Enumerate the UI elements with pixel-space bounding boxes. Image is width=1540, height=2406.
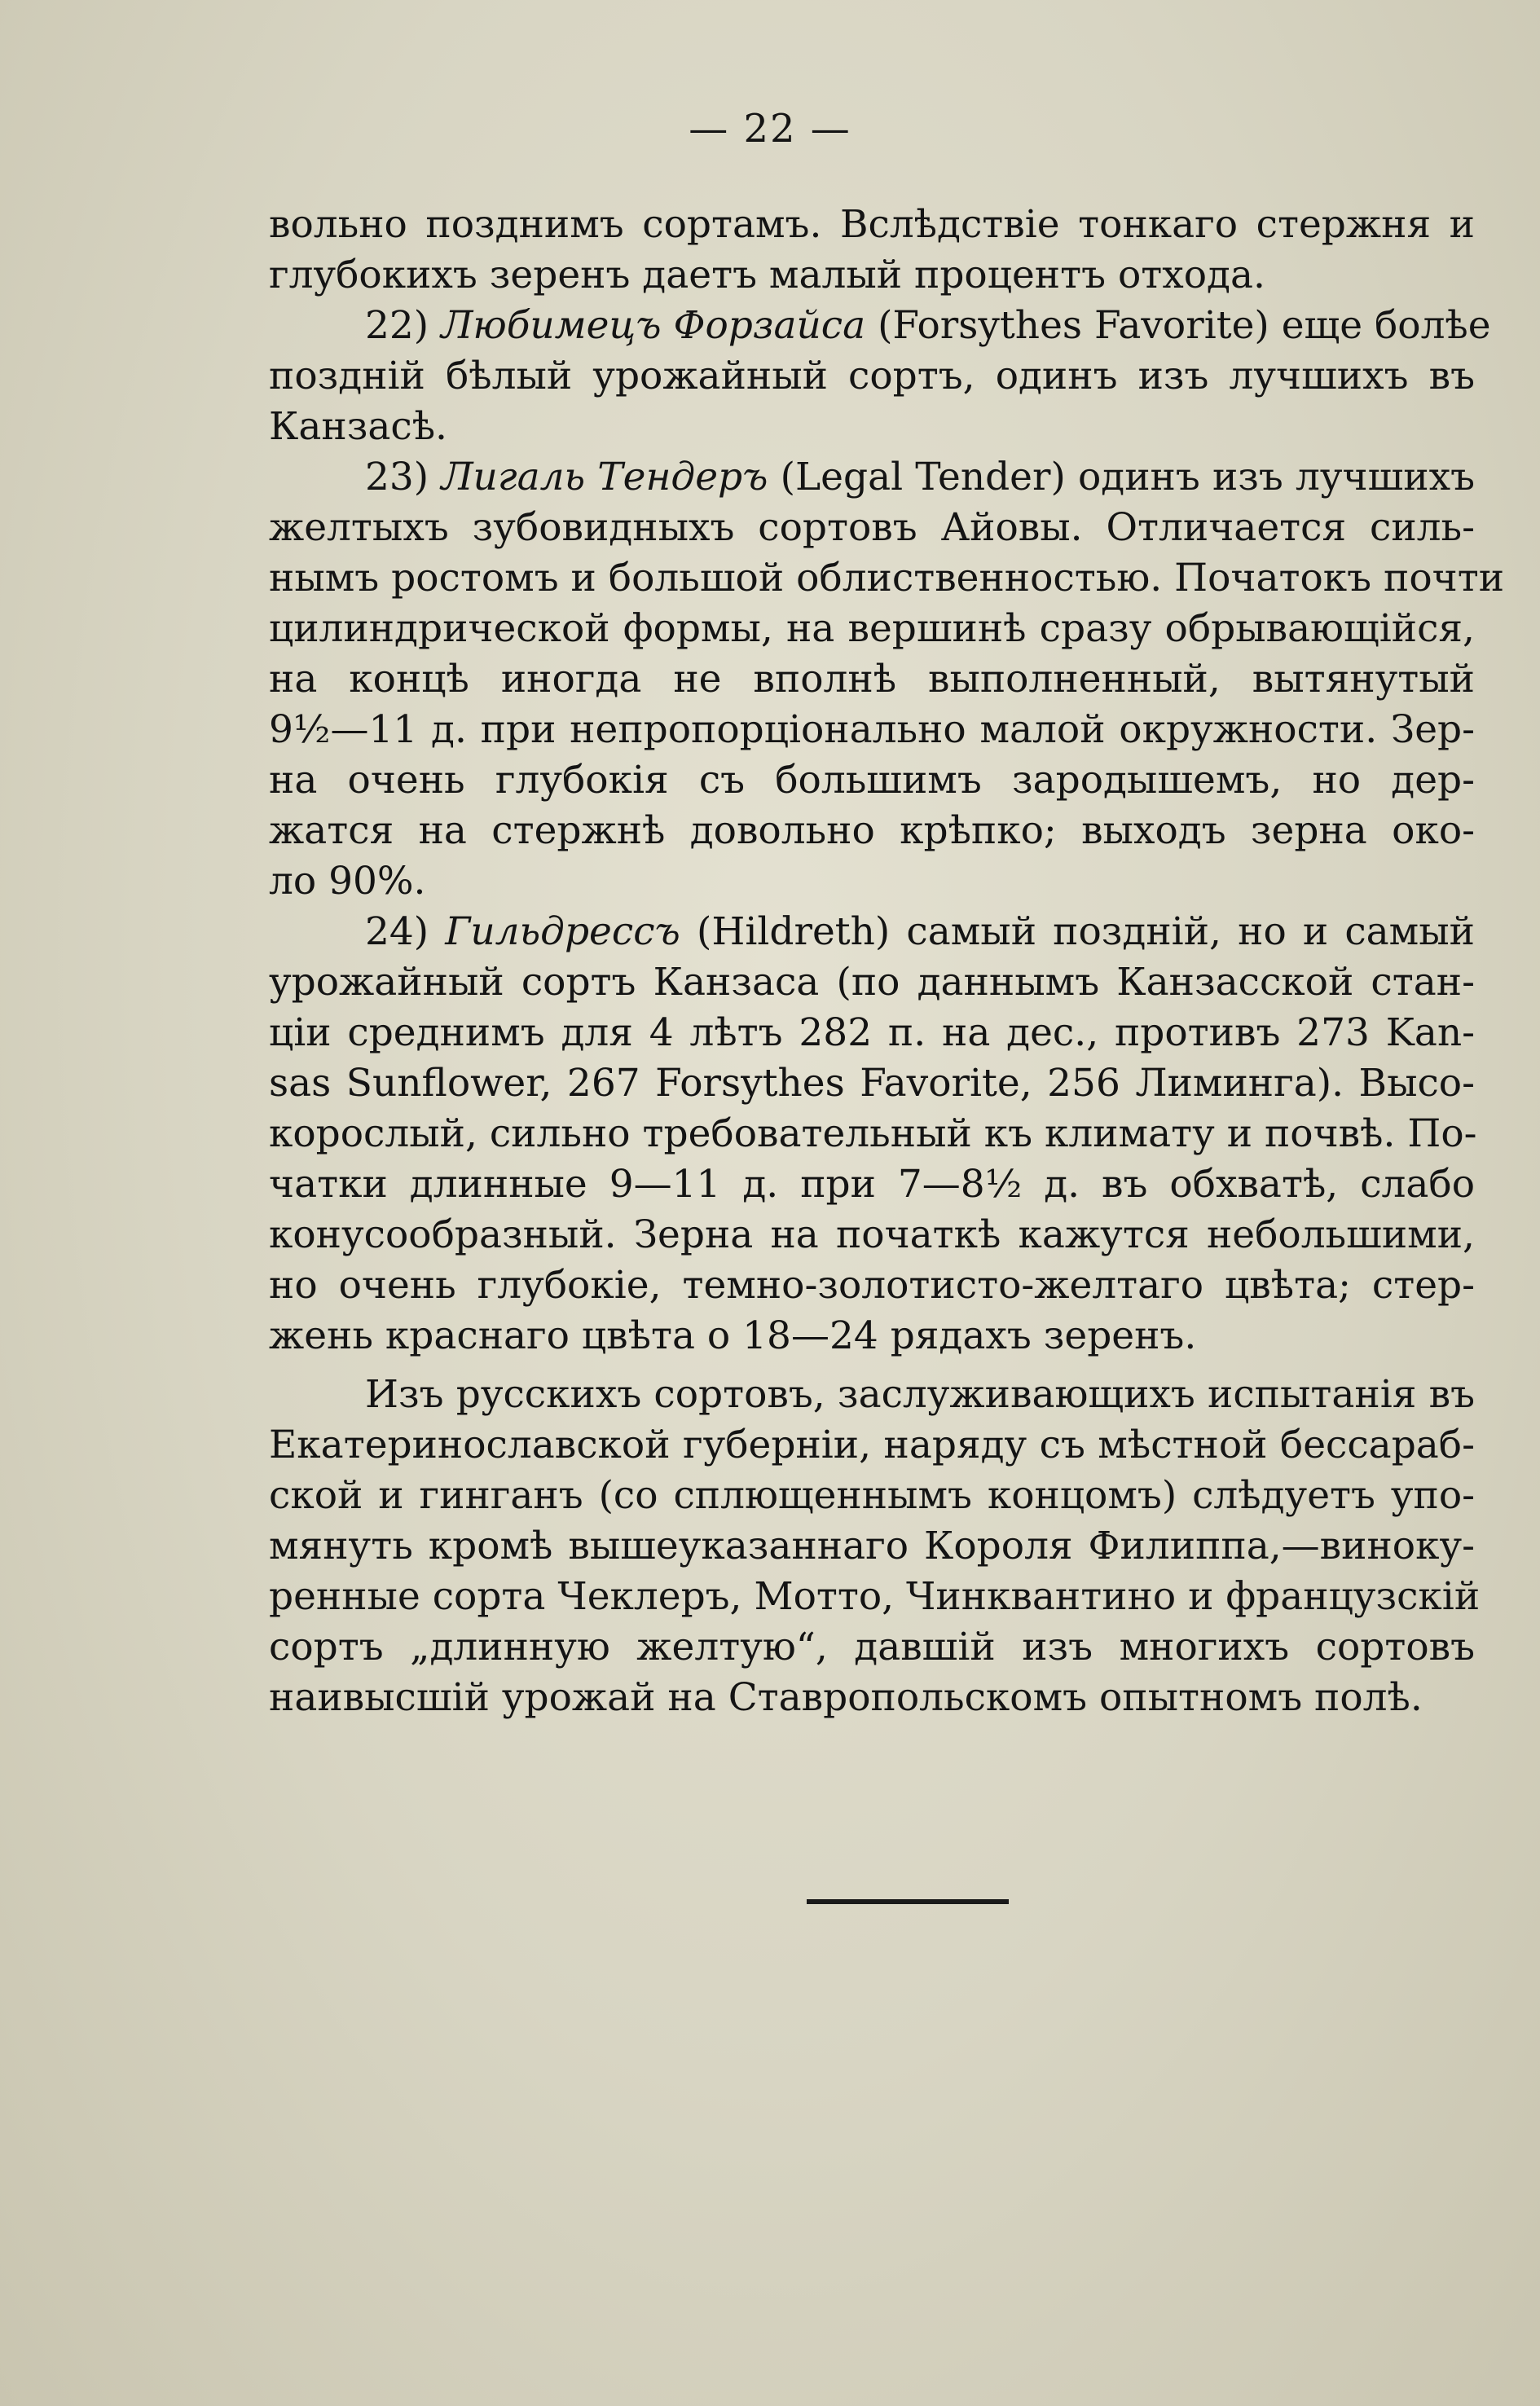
text-line: на концѣ иногда не вполнѣ выполненный, вытянутый	[269, 657, 1475, 702]
text-line: вольно позднимъ сортамъ. Вслѣдствіе тонкаго стержня и	[269, 202, 1475, 247]
text-line	[269, 452, 1475, 503]
page-number: — 22 —	[689, 106, 851, 152]
text-line: жень краснаго цвѣта о 18—24 рядахъ зеренъ.	[269, 1313, 1197, 1358]
body-text	[269, 200, 1505, 1723]
text-fragment: (Hildreth) самый поздній, но и самый	[680, 909, 1475, 954]
text-line: урожайный сортъ Канзаса (по даннымъ Канзасской стан-	[269, 960, 1475, 1005]
text-line: ской и гинганъ (со сплющеннымъ концомъ) слѣдуетъ упо-	[269, 1473, 1475, 1518]
text-line: желтыхъ зубовидныхъ сортовъ Айовы. Отличается силь-	[269, 505, 1475, 550]
text-line: сортъ „длинную желтую“, давшій изъ многихъ сортовъ	[269, 1625, 1475, 1669]
text-line: 9½—11 д. при непропорціонально малой окружности. Зер-	[269, 707, 1475, 752]
paragraph-russian-varieties	[269, 1370, 1481, 1723]
text-line: чатки длинные 9—11 д. при 7—8½ д. въ обхватѣ, слабо	[269, 1162, 1475, 1207]
text-line: ло 90%.	[269, 859, 426, 904]
paragraph-item-24	[269, 907, 1475, 1361]
text-line: поздній бѣлый урожайный сортъ, одинъ изъ лучшихъ въ	[269, 354, 1475, 398]
text-line: ціи среднимъ для 4 лѣтъ 282 п. на дес., противъ 273 Kan-	[269, 1010, 1475, 1055]
paragraph-item-22	[269, 301, 1491, 452]
text-line: Екатеринославской губерніи, наряду съ мѣстной бессараб-	[269, 1423, 1475, 1467]
text-line: жатся на стержнѣ довольно крѣпко; выходъ зерна око-	[269, 808, 1475, 853]
text-line: глубокихъ зеренъ даетъ малый процентъ отхода.	[269, 253, 1265, 297]
text-line: корослый, сильно требовательный къ климату и почвѣ. По-	[269, 1111, 1477, 1156]
variety-name: Лигаль Тендеръ	[441, 455, 768, 499]
text-line: Канзасѣ.	[269, 404, 447, 449]
text-line: мянуть кромѣ вышеуказаннаго Короля Филиппа,—винoку-	[269, 1524, 1475, 1568]
variety-name: Гильдрессъ	[445, 909, 680, 954]
text-line	[269, 301, 1491, 351]
text-line: ренные сорта Чеклеръ, Мотто, Чинквантино и французскій	[269, 1574, 1481, 1619]
variety-name: Любимецъ Форзайса	[441, 303, 866, 348]
text-line: но очень глубокіе, темно-золотисто-желтаго цвѣта; стер-	[269, 1263, 1475, 1308]
item-number: 24)	[365, 909, 446, 954]
item-number: 22)	[365, 303, 442, 348]
text-line: наивысшій урожай на Ставропольскомъ опытномъ полѣ.	[269, 1675, 1423, 1720]
text-fragment: (Legal Tender) одинъ изъ лучшихъ	[768, 455, 1475, 499]
item-number: 23)	[365, 455, 442, 499]
text-line: на очень глубокія съ большимъ зародышемъ, но дер-	[269, 758, 1475, 803]
text-line: Изъ русскихъ сортовъ, заслуживающихъ испытанія въ	[365, 1372, 1475, 1417]
paragraph-continuation	[269, 200, 1475, 301]
text-line: sas Sunflower, 267 Forsythes Favorite, 256 Лиминга). Высо-	[269, 1061, 1475, 1106]
paragraph-item-23	[269, 452, 1505, 907]
text-line	[269, 907, 1475, 957]
text-line: нымъ ростомъ и большой облиственностью. Початокъ почти	[269, 556, 1505, 600]
end-rule	[807, 1899, 1009, 1904]
text-line: конусообразный. Зерна на початкѣ кажутся небольшими,	[269, 1212, 1475, 1257]
text-fragment: (Forsythes Favorite) еще болѣе	[865, 303, 1491, 348]
text-line: цилиндрической формы, на вершинѣ сразу обрывающійся,	[269, 606, 1475, 651]
